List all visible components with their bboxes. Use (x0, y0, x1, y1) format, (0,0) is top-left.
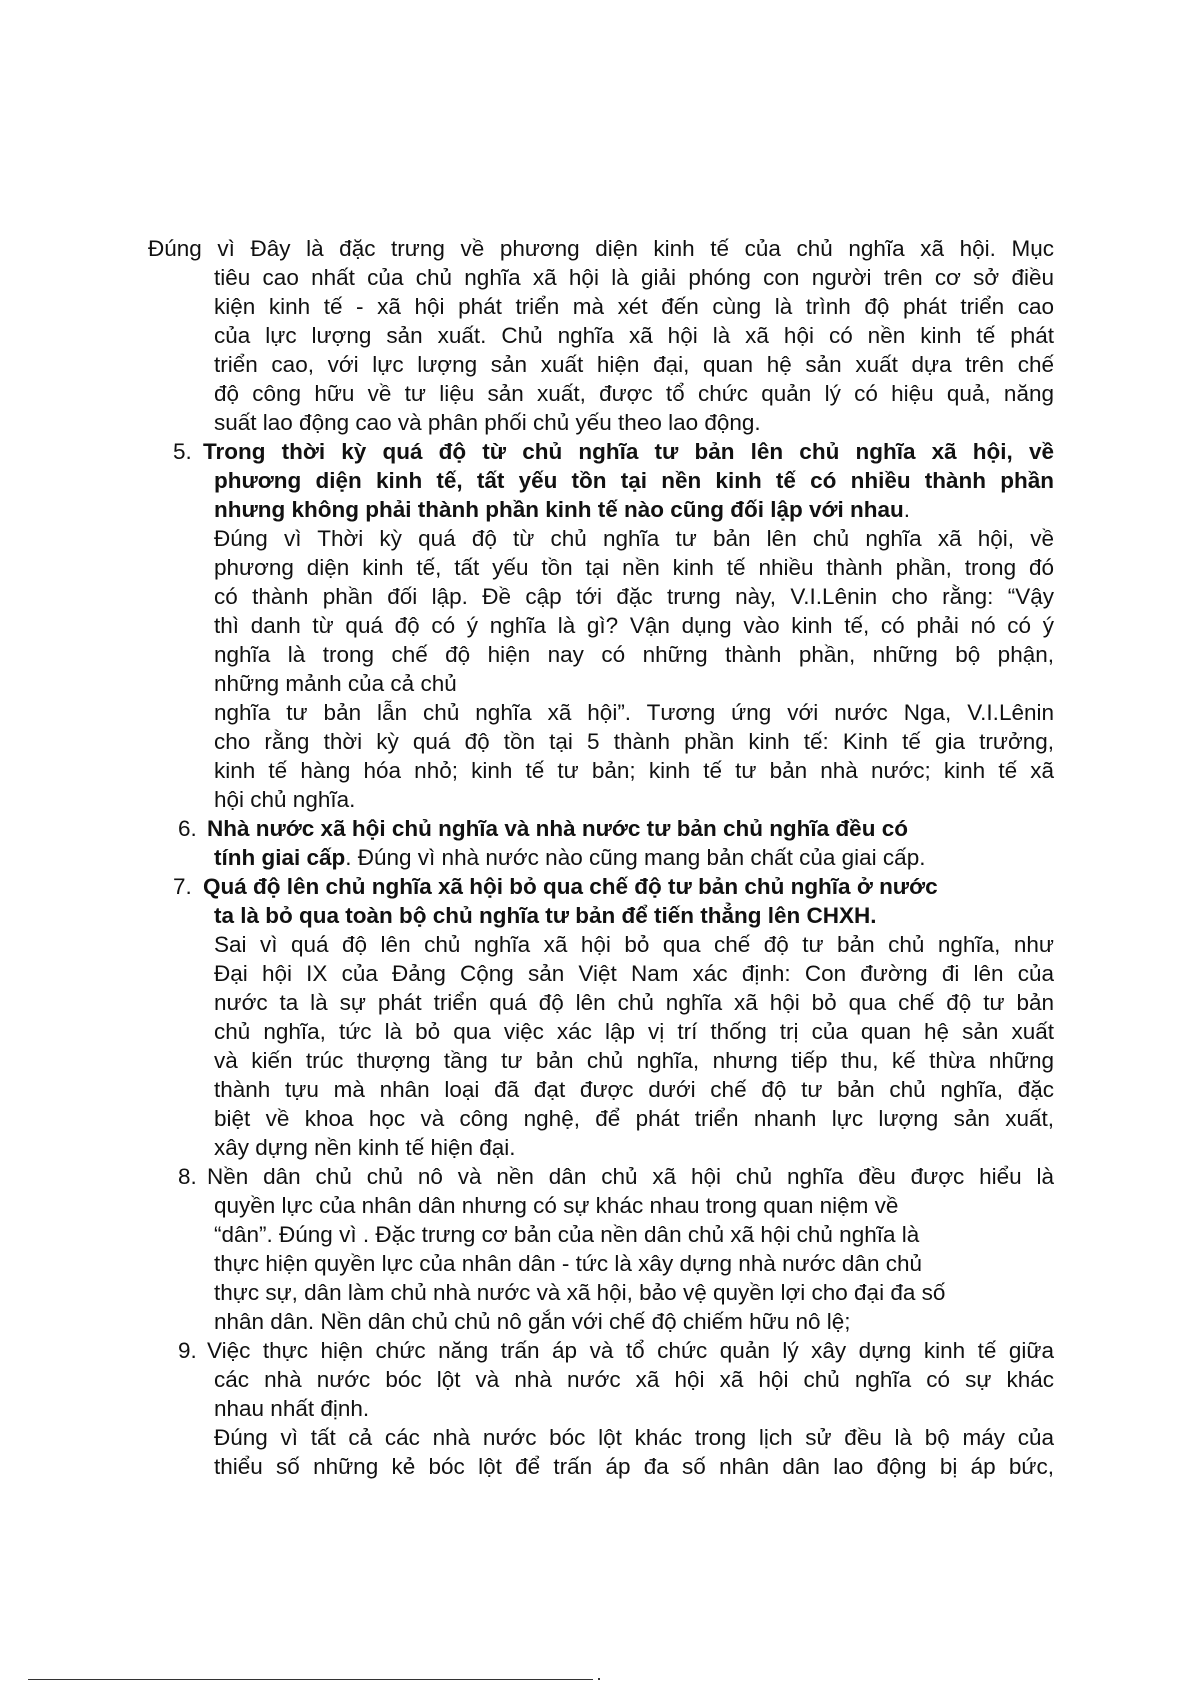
text-line: độ công hữu về tư liệu sản xuất, được tổ chức quản lý có hiệu quả, năng (214, 381, 1054, 406)
text-line: nghĩa tư bản lẫn chủ nghĩa xã hội”. Tương ứng với nước Nga, V.I.Lênin (214, 700, 1054, 725)
text-line: kiện kinh tế - xã hội phát triển mà xét đến cùng là trình độ phát triển cao (214, 294, 1054, 319)
text-line: và kiến trúc thượng tầng tư bản chủ nghĩa, nhưng tiếp thu, kế thừa những (214, 1048, 1054, 1073)
text-line: xây dựng nền kinh tế hiện đại. (214, 1135, 516, 1160)
text-line: suất lao động cao và phân phối chủ yếu theo lao động. (214, 410, 761, 435)
text-line: Việc thực hiện chức năng trấn áp và tổ chức quản lý xây dựng kinh tế giữa (207, 1338, 1054, 1363)
footer-divider-dot (598, 1678, 600, 1680)
item-number: 7. (173, 874, 192, 899)
item-heading-line (214, 466, 1054, 495)
text-line: biệt về khoa học và công nghệ, để phát triển nhanh lực lượng sản xuất, (214, 1106, 1054, 1131)
text-line: thiểu số những kẻ bóc lột để trấn áp đa số nhân dân lao động bị áp bức, (214, 1454, 1054, 1479)
text-line: Đại hội IX của Đảng Cộng sản Việt Nam xác định: Con đường đi lên của (214, 961, 1054, 986)
item-number: 6. (178, 816, 197, 841)
item-heading-line (214, 843, 925, 872)
text-line: chủ nghĩa, tức là bỏ qua việc xác lập vị trí thống trị của quan hệ sản xuất (214, 1019, 1054, 1044)
text-line: thành tựu mà nhân loại đã đạt được dưới chế độ tư bản chủ nghĩa, đặc (214, 1077, 1054, 1102)
footer-divider (28, 1679, 593, 1680)
item-number: 9. (178, 1338, 197, 1363)
text-line: kinh tế hàng hóa nhỏ; kinh tế tư bản; kinh tế tư bản nhà nước; kinh tế xã (214, 758, 1054, 783)
text-line: Đúng vì Đây là đặc trưng về phương diện kinh tế của chủ nghĩa xã hội. Mục (148, 236, 1054, 261)
text-line: nhau nhất định. (214, 1396, 370, 1421)
item-heading-line (207, 814, 908, 843)
text-line: thì danh từ quá độ có ý nghĩa là gì? Vận dụng vào kinh tế, có phải nó có ý (214, 613, 1054, 638)
item-number: 8. (178, 1164, 197, 1189)
text-line: tiêu cao nhất của chủ nghĩa xã hội là giải phóng con người trên cơ sở điều (214, 265, 1054, 290)
bold-heading: ta là bỏ qua toàn bộ chủ nghĩa tư bản để tiến thẳng lên CHXH. (214, 903, 877, 928)
answer-text: . Đúng vì nhà nước nào cũng mang bản chất của giai cấp. (345, 845, 926, 870)
text-line: “dân”. Đúng vì . Đặc trưng cơ bản của nền dân chủ xã hội chủ nghĩa là (214, 1222, 920, 1247)
text-line: có thành phần đối lập. Đề cập tới đặc trưng này, V.I.Lênin cho rằng: “Vậy (214, 584, 1054, 609)
text-line: nhân dân. Nền dân chủ chủ nô gắn với chế độ chiếm hữu nô lệ; (214, 1309, 851, 1334)
text-line: nước ta là sự phát triển quá độ lên chủ nghĩa xã hội bỏ qua chế độ tư bản (214, 990, 1054, 1015)
bold-heading: phương diện kinh tế, tất yếu tồn tại nền kinh tế có nhiều thành phần (214, 468, 1054, 493)
text-line: nghĩa là trong chế độ hiện nay có những thành phần, những bộ phận, (214, 642, 1054, 667)
text-line: hội chủ nghĩa. (214, 787, 356, 812)
text-line: thực sự, dân làm chủ nhà nước và xã hội, bảo vệ quyền lợi cho đại đa số (214, 1280, 946, 1305)
text-line: của lực lượng sản xuất. Chủ nghĩa xã hội là xã hội có nền kinh tế phát (214, 323, 1054, 348)
bold-heading: nhưng không phải thành phần kinh tế nào cũng đối lập với nhau (214, 497, 904, 522)
text-line: các nhà nước bóc lột và nhà nước xã hội xã hội chủ nghĩa có sự khác (214, 1367, 1054, 1392)
text-line: thực hiện quyền lực của nhân dân - tức là xây dựng nhà nước dân chủ (214, 1251, 922, 1276)
text-line: những mảnh của cả chủ (214, 671, 457, 696)
bold-heading: Nhà nước xã hội chủ nghĩa và nhà nước tư bản chủ nghĩa đều có (207, 816, 908, 841)
text-line: triển cao, với lực lượng sản xuất hiện đại, quan hệ sản xuất dựa trên chế (214, 352, 1054, 377)
item-heading-line (214, 901, 877, 930)
text-line: phương diện kinh tế, tất yếu tồn tại nền kinh tế nhiều thành phần, trong đó (214, 555, 1054, 580)
text-line: cho rằng thời kỳ quá độ tồn tại 5 thành phần kinh tế: Kinh tế gia trưởng, (214, 729, 1054, 754)
bold-heading: Quá độ lên chủ nghĩa xã hội bỏ qua chế độ tư bản chủ nghĩa ở nước (203, 874, 938, 899)
text-line: quyền lực của nhân dân nhưng có sự khác nhau trong quan niệm về (214, 1193, 899, 1218)
item-number: 5. (173, 439, 192, 464)
item-heading-line (214, 495, 910, 524)
bold-heading: tính giai cấp (214, 845, 346, 870)
text-line: Đúng vì tất cả các nhà nước bóc lột khác trong lịch sử đều là bộ máy của (214, 1425, 1054, 1450)
item-heading-line (203, 872, 938, 901)
bold-heading: Trong thời kỳ quá độ từ chủ nghĩa tư bản lên chủ nghĩa xã hội, về (203, 439, 1054, 464)
text-line: Sai vì quá độ lên chủ nghĩa xã hội bỏ qua chế độ tư bản chủ nghĩa, như (214, 932, 1054, 957)
item-heading-line (203, 437, 1054, 466)
heading-period: . (903, 497, 911, 522)
text-line: Nền dân chủ chủ nô và nền dân chủ xã hội chủ nghĩa đều được hiểu là (207, 1164, 1054, 1189)
text-line: Đúng vì Thời kỳ quá độ từ chủ nghĩa tư bản lên chủ nghĩa xã hội, về (214, 526, 1054, 551)
